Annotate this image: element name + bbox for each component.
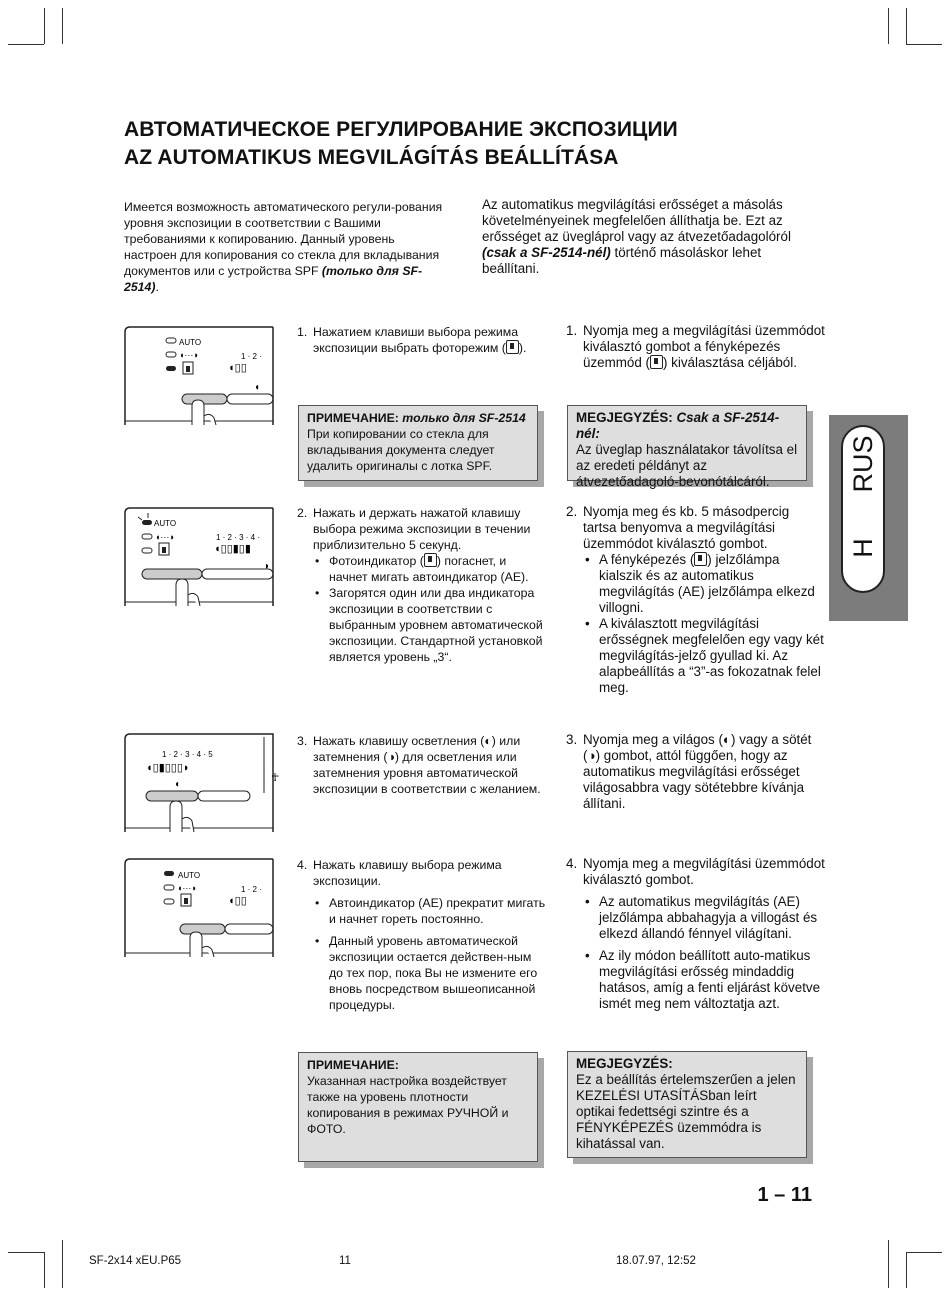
bullet-text: Az automatikus megvilágítás (	[599, 894, 778, 909]
svg-text:◖: ◖	[254, 382, 261, 393]
note-title: ПРИМЕЧАНИЕ:	[307, 411, 399, 425]
step-number: 3.	[566, 732, 578, 747]
note-title: MEGJEGYZÉS:	[576, 410, 673, 425]
step-4-ru	[297, 857, 547, 1013]
note-emphasis: Csak a SF-2514-nél:	[576, 410, 780, 441]
intro-hu-emphasis: (csak a SF-2514-nél)	[482, 245, 611, 260]
page-number: 1 – 11	[757, 1184, 812, 1206]
bullet-text: ).	[521, 570, 529, 584]
bullet-text: ) jelzőlámpa abbahagyja a villogást és elkezd állandó fénnyel világítani.	[599, 894, 818, 941]
control-panel-illustration-1	[124, 326, 274, 426]
svg-text:◖▯▯: ◖▯▯	[228, 362, 247, 374]
darker-icon: ◑	[387, 750, 395, 764]
intro-hu-text: Az automatikus megvilágítási erősséget a másolás követelményeinek megfelelően állíthatja be. Ezt az erősséget az üvegláprol vagy az átvezetőadagolóról	[482, 197, 791, 244]
step-1-hu	[566, 323, 826, 371]
step-3-ru-text: ) или затемнения (	[313, 734, 521, 764]
levels-label: 1 · 2 · 3 · 4 · 5	[162, 750, 213, 759]
levels-label: 1 · 2 · 3 · 4 ·	[216, 533, 261, 542]
bullet-text: ) jelzőlámpa elkezd villogni.	[599, 584, 815, 615]
intro-ru-tail: .	[155, 280, 159, 294]
step-1-hu-tail: ) kiválasztása céljából.	[662, 355, 797, 370]
photo-mode-icon	[424, 553, 437, 567]
ae-indicator-label: AE	[777, 894, 796, 909]
levels-label: 1 · 2 ·	[241, 885, 262, 894]
note-text: При копировании со стекла для вкладывания документа следует удалить оригиналы с лотка SPF.	[307, 427, 495, 473]
intro-hu-tail: történő másoláskor lehet beállítani.	[482, 245, 762, 276]
footer-file: SF-2x14 xEU.P65	[89, 1255, 182, 1267]
footer-date: 18.07.97, 12:52	[616, 1255, 696, 1267]
step-4-hu	[566, 856, 826, 1012]
svg-text:◖: ◖	[174, 779, 181, 790]
lighter-icon: ◐	[722, 732, 732, 747]
bullet-text: ) прекратит мигать и начнет гореть постоянно.	[329, 896, 546, 926]
photo-mode-icon	[506, 340, 519, 354]
intro-hu	[482, 197, 822, 277]
list-item: • Загорятся один или два индикатора экспозиции в соответствии с выбранным уровнем автоматической экспозиции. Стандартной установкой является уровень „3“.	[313, 585, 547, 665]
step-3-hu	[566, 732, 826, 812]
step-1-ru-tail: ).	[518, 341, 527, 355]
title-ru: АВТОМАТИЧЕСКОЕ РЕГУЛИРОВАНИЕ ЭКСПОЗИЦИИ	[124, 118, 678, 141]
list-item	[583, 552, 826, 616]
step-1-hu-text: Nyomja meg a megvilágítási üzemmódot kiválasztó gombot a fényképezés üzemmód (	[583, 323, 825, 370]
bullet-text: Автоиндикатор (	[329, 896, 423, 910]
step-2-hu-text: Nyomja meg és kb. 5 másodpercig tartsa benyomva a megvilágítási üzemmódot kiválasztó gombot.	[583, 504, 790, 551]
title-hu: AZ AUTOMATIKUS MEGVILÁGÍTÁS BEÁLLÍTÁSA	[124, 146, 619, 169]
step-4-hu-text: Nyomja meg a megvilágítási üzemmódot kiválasztó gombot.	[583, 856, 825, 887]
page-title	[124, 116, 678, 172]
note-text: Указанная настройка воздействует также на уровень плотности копирования в режимах РУЧНОЙ и ФОТО.	[307, 1074, 509, 1136]
list-item	[313, 895, 547, 927]
svg-text:☥: ☥	[271, 772, 280, 784]
control-panel-illustration-3	[124, 733, 282, 833]
auto-label: AUTO	[179, 338, 202, 347]
step-3-ru-text: ) для осветления или затемнения уровня автоматической экспозиции в соответствии с желанием.	[313, 750, 541, 796]
photo-mode-icon	[694, 552, 707, 566]
language-tab-oval	[841, 425, 885, 593]
svg-text:◖···◗: ◖···◗	[177, 883, 197, 893]
step-1-ru	[297, 324, 547, 356]
step-1-ru-text: Нажатием клавиши выбора режима экспозиции выбрать фоторежим (	[313, 325, 519, 355]
list-item: • Данный уровень автоматической экспозиции остается действен-ным до тех пор, пока Вы не измените его вновь посредством вышеописанной процедуры.	[313, 933, 547, 1013]
svg-text:◗: ◗	[264, 561, 271, 572]
photo-mode-icon	[650, 355, 663, 369]
step-number: 4.	[297, 858, 308, 872]
note-ru-2	[298, 1052, 538, 1162]
tab-label-rus: RUS	[848, 435, 878, 493]
tab-label-h: H	[848, 538, 878, 558]
note-text: Az üveglap használatakor távolítsa el az eredeti példányt az átvezetőadagoló-bevonótálcáról.	[576, 442, 798, 489]
footer-page: 11	[339, 1255, 351, 1267]
note-title: MEGJEGYZÉS:	[576, 1056, 673, 1071]
step-number: 3.	[297, 734, 308, 748]
note-emphasis: только для SF-2514	[402, 411, 526, 425]
step-number: 1.	[566, 323, 578, 338]
list-item: • A kiválasztott megvilágítási erősségnek megfelelően egy vagy két megvilágítás-jelző gyullad ki. Az alapbeállítás a “3”-as fokozatnak felel meg.	[583, 616, 826, 696]
step-number: 1.	[297, 325, 308, 339]
svg-text:◖···◗: ◖···◗	[179, 350, 199, 360]
svg-text:◖▯▮▯▯▯◗: ◖▯▮▯▯▯◗	[146, 762, 190, 774]
intro-ru-text: Имеется возможность автоматического регули-рования уровня экспозиции в соответствии с Вашими требованиями к копированию. Данный уровень настроен для копирования со стекла для вкладывания документов или с устройства SPF	[124, 200, 443, 278]
step-2-ru	[297, 505, 547, 665]
svg-text:◖▯▯: ◖▯▯	[228, 895, 247, 907]
levels-label: 1 · 2 ·	[241, 352, 262, 361]
step-3-hu-text: ) vagy a sötét (	[583, 732, 812, 763]
step-2-ru-text: Нажать и держать нажатой клавишу выбора режима экспозиции в течении приблизительно 5 секунд.	[313, 506, 531, 552]
intro-ru-emphasis: (только для SF-2514)	[124, 264, 423, 294]
step-3-hu-text: ) gombot, attól függően, hogy az automatikus megvilágítási erősséget világosabbra vagy sötétebbre kívánja állítani.	[583, 748, 805, 811]
step-number: 2.	[297, 506, 308, 520]
note-hu-1	[567, 405, 807, 489]
step-number: 2.	[566, 504, 578, 519]
bullet-text: ) погаснет, и начнет мигать автоиндикатор (	[329, 554, 507, 584]
note-hu-2	[567, 1051, 807, 1158]
list-item: • Az ily módon beállított auto-matikus megvilágítási erősség mindaddig hatásos, amíg a fenti eljárást követve ismét meg nem változtatja azt.	[583, 948, 826, 1012]
lighter-icon: ◐	[484, 734, 492, 748]
ae-indicator-label: AE	[422, 896, 439, 910]
list-item	[583, 894, 826, 942]
bullet-text: A fényképezés (	[599, 552, 695, 567]
svg-text:◖···◗: ◖···◗	[155, 532, 175, 542]
note-text: Ez a beállítás értelemszerűen a jelen KEZELÉSI UTASÍTÁSban leírt optikai fedettségi szintre és a FÉNYKÉPEZÉS üzemmódra is kihatással van.	[576, 1072, 796, 1151]
darker-icon: ◑	[587, 748, 596, 763]
step-3-ru-text: Нажать клавишу осветления (	[313, 734, 485, 748]
step-number: 4.	[566, 856, 578, 871]
bullet-text: ) jelzőlámpa kialszik és az automatikus megvilágítás (	[599, 552, 780, 599]
step-3-hu-text: Nyomja meg a világos (	[583, 732, 723, 747]
note-title: ПРИМЕЧАНИЕ:	[307, 1058, 399, 1072]
step-4-ru-text: Нажать клавишу выбора режима экспозиции.	[313, 858, 502, 888]
note-ru-1	[298, 405, 538, 481]
auto-label: AUTO	[178, 871, 201, 880]
bullet-text: Фотоиндикатор (	[329, 554, 424, 568]
svg-text:◖▯▯▮▯▮: ◖▯▯▮▯▮	[214, 543, 251, 555]
ae-indicator-label: AE	[504, 570, 522, 584]
ae-indicator-label: AE	[682, 584, 701, 599]
list-item	[313, 553, 547, 585]
step-3-ru	[297, 733, 547, 797]
intro-ru	[124, 199, 444, 295]
step-2-hu	[566, 504, 826, 696]
control-panel-illustration-4	[124, 858, 274, 958]
auto-label: AUTO	[154, 519, 177, 528]
control-panel-illustration-2	[124, 507, 274, 607]
